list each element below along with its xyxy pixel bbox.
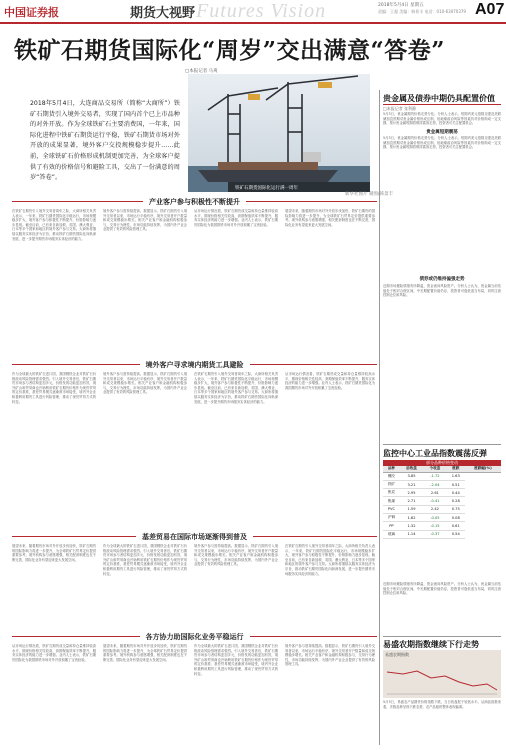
table-row bbox=[383, 514, 501, 522]
article-column: 展望未来，随着期货市场对外开放步伐加快，铁矿石期货的国际影响力将进一步提升，为全球铁矿石贸易定价提供重要参考。境外机构参与意愿增强，相关配套制度也在不断完善，国际化业务有望迎来更大发展空间。 bbox=[103, 644, 187, 662]
table-cell: 焦煤 bbox=[383, 497, 400, 505]
table-header: 涨跌 bbox=[447, 466, 465, 472]
table-cell: -2.04 bbox=[423, 480, 446, 488]
article-column: 从市场运行情况看，铁矿石期货成交量和持仓量维持较高水平，期现价格相关性较高，套期保值效率不断提升，服务实体经济的能力进一步增强。业内人士表示，铁矿石期货国际化为我国期货市场对外开放积累了宝贵经验。 bbox=[285, 372, 375, 390]
divider bbox=[383, 104, 501, 105]
table-cell: 沪铜 bbox=[383, 514, 400, 522]
table-cell: 0.75 bbox=[447, 505, 465, 513]
table-row bbox=[383, 505, 501, 513]
section-title-en: Futures Vision bbox=[196, 0, 327, 22]
table-cell: 0.61 bbox=[447, 522, 465, 530]
price-table bbox=[383, 460, 501, 539]
article-column: 从市场运行情况看，铁矿石期货成交量和持仓量维持较高水平，期现价格相关性较高，套期保值效率不断提升，服务实体经济的能力进一步增强。业内人士表示，铁矿石期货国际化为我国期货市场对外开放积累了宝贵经验。 bbox=[12, 644, 96, 662]
table-cell: PP bbox=[383, 522, 400, 530]
table-cell: 3.85 bbox=[400, 472, 423, 480]
table-cell: PVC bbox=[383, 505, 400, 513]
table-cell: 铁矿 bbox=[383, 480, 400, 488]
article-column: 展望未来，随着期货市场对外开放步伐加快，铁矿石期货的国际影响力将进一步提升，为全球铁矿石贸易定价提供重要参考。境外机构参与意愿增强，相关配套制度也在不断完善，国际化业务有望迎来更大发展空间。 bbox=[12, 544, 96, 562]
main-headline: 铁矿石期货国际化“周岁”交出满意“答卷” bbox=[14, 37, 445, 64]
article-column: 展望未来，随着期货市场对外开放步伐加快，铁矿石期货的国际影响力将进一步提升，为全球铁矿石贸易定价提供重要参考。境外机构参与意愿增强，相关配套制度也在不断完善，国际化业务有望迎来更大发展空间。 bbox=[285, 209, 375, 227]
table-cell: 0.54 bbox=[447, 530, 465, 538]
editor-line: 责编：王超 美编：韩景丰 电话：010-63070379 bbox=[378, 9, 466, 14]
table-cell: -1.72 bbox=[423, 472, 446, 480]
table-cell: -0.37 bbox=[423, 530, 446, 538]
table-cell: 2.61 bbox=[423, 489, 446, 497]
divider bbox=[383, 444, 501, 445]
article-column: 境外客户参与度持续提高。数据显示，铁矿石期货引入境外交易者以来，市场运行平稳有序，境外交易者开户数量和成交规模稳步增长。相关产业客户和金融机构积极参与，交易行为理性，市场功能持续发挥，为国内外产业企业提供了有效的风险管理工具。 bbox=[194, 544, 278, 567]
subheading: 债券或仍维持偏强走势 bbox=[419, 277, 465, 282]
table-cell: 2.71 bbox=[400, 497, 423, 505]
article-text: 5月3日，易盛农产品期货价格指数下跌，当日收盘报于较低水平。从商品指数来看，多数品种呈现下跌态势，农产品板块整体表现偏弱。 bbox=[383, 700, 501, 709]
newspaper-logo: 中国证券报 bbox=[4, 6, 59, 19]
table-row bbox=[383, 489, 501, 497]
table-cell: 2.42 bbox=[423, 505, 446, 513]
article-column: 在铁矿石期货引入境外交易者周年之际，大商所相关负责人表示，一年来，铁矿石期货国际化平稳运行，市场规模稳步扩大，境外客户参与积极性不断提升，价格影响力逐步显现。截至目前，已有来自新加坡、英国、澳大利亚、日本等多个国家和地区的境外客户参与交易。大商所将继续以服务实体经济为宗旨，推动铁矿石期货国际化向纵深发展，进一步提升期货市场服务实体经济的能力。 bbox=[12, 209, 96, 241]
article-text: 5月3日，贵金属期货价格走势分化。分析人士表示，短期内美元指数走强及美联储加息预期对贵金属价格形成压制，但地缘政治风险等因素仍对价格构成一定支撑，预计贵金属短期将维持震荡走势，投资者可关注配置机会。 bbox=[383, 136, 501, 150]
article-column: 作为全球最大的铁矿石进口国，我国钢铁企业对铁矿石价格波动风险管理需求强烈。引入境外交易者后，铁矿石期货市场参与者结构更加多元，价格发现功能更加有效，境外矿山和贸易商也开始利用铁矿石期货价格作为现货贸易的定价基准，基差贸易模式逐渐被市场接受，境内外企业积极利用期货工具进行风险管理，推动了现货贸易方式的转变。 bbox=[12, 372, 96, 404]
table-cell: 1.62 bbox=[400, 514, 423, 522]
lead-paragraph: 2018年5月4日，大连商品交易所（简称“大商所”）铁矿石期货引入境外交易者，实现了国内首个已上市品种的对外开放。作为全球铁矿石主要消费国，一年来，国际化进程中铁矿石期货运行平稳，铁矿石期货市场对外开放的成果显著，境外客户交投规模稳步提升……此前，全球铁矿石价格形成机制更加完善，为全球客户提供了有效的价格信号和避险工具，交出了一份满意的周岁“答卷”。 bbox=[30, 100, 180, 182]
section-heading-4: 各方协力助国际化业务平稳运行 bbox=[140, 633, 250, 641]
right-headline-1: 贵金属及债券中期仍具配置价值 bbox=[383, 94, 495, 103]
table-cell: 0.08 bbox=[447, 514, 465, 522]
table-header: 前收盘 bbox=[400, 466, 423, 472]
issue-date: 2018年5月4日 星期五 bbox=[378, 3, 424, 8]
right-headline-3: 易盛农期指数继续下行走势 bbox=[383, 640, 479, 649]
table-cell: 2.95 bbox=[400, 489, 423, 497]
table-row bbox=[383, 522, 501, 530]
table-cell: 0.44 bbox=[447, 489, 465, 497]
article-column: 在铁矿石期货引入境外交易者周年之际，大商所相关负责人表示，一年来，铁矿石期货国际化平稳运行，市场规模稳步扩大，境外客户参与积极性不断提升，价格影响力逐步显现。截至目前，已有来自新加坡、英国、澳大利亚、日本等多个国家和地区的境外客户参与交易。大商所将继续以服务实体经济为宗旨，推动铁矿石期货国际化向纵深发展，进一步提升期货市场服务实体经济的能力。 bbox=[194, 372, 278, 404]
port-cranes-photo bbox=[188, 74, 370, 192]
article-text: 5月3日，贵金属期货价格走势分化。分析人士表示，短期内美元指数走强及美联储加息预期对贵金属价格形成压制，但地缘政治风险等因素仍对价格构成一定支撑，预计贵金属短期将维持震荡走势，投资者可关注配置机会。 bbox=[383, 112, 501, 126]
page-number: A07 bbox=[475, 1, 505, 18]
article-column: 在铁矿石期货引入境外交易者周年之际，大商所相关负责人表示，一年来，铁矿石期货国际化平稳运行，市场规模稳步扩大，境外客户参与积极性不断提升，价格影响力逐步显现。截至目前，已有来自新加坡、英国、澳大利亚、日本等多个国家和地区的境外客户参与交易。大商所将继续以服务实体经济为宗旨，推动铁矿石期货国际化向纵深发展，进一步提升期货市场服务实体经济的能力。 bbox=[285, 544, 375, 576]
article-text: 近期市场避险情绪有所降温，资金流向风险资产。分析人士认为，贵金属当前估值处于相对合理区间，中长期配置价值仍存，投资者可逢低适当布局，同时注意控制仓位和风险。 bbox=[383, 582, 501, 596]
photo-caption: 铁矿石期货国际化运行满一周年 bbox=[235, 186, 298, 191]
article-column: 从市场运行情况看，铁矿石期货成交量和持仓量维持较高水平，期现价格相关性较高，套期保值效率不断提升，服务实体经济的能力进一步增强。业内人士表示，铁矿石期货国际化为我国期货市场对外开放积累了宝贵经验。 bbox=[194, 209, 278, 227]
table-row bbox=[383, 497, 501, 505]
chart-title: 易盛农期指数 bbox=[385, 652, 409, 657]
byline: □本报记者 马爽 bbox=[185, 69, 218, 74]
article-column: 境外客户参与度持续提高。数据显示，铁矿石期货引入境外交易者以来，市场运行平稳有序，境外交易者开户数量和成交规模稳步增长。相关产业客户和金融机构积极参与，交易行为理性，市场功能持续发挥，为国内外产业企业提供了有效的风险管理工具。 bbox=[103, 372, 187, 395]
photo-credit: 新华社图片 制图/韩景丰 bbox=[345, 192, 393, 197]
table-row bbox=[383, 480, 501, 488]
subheading: 贵金属短期震荡 bbox=[426, 130, 458, 135]
table-cell: -0.41 bbox=[423, 497, 446, 505]
article-column: 作为全球最大的铁矿石进口国，我国钢铁企业对铁矿石价格波动风险管理需求强烈。引入境外交易者后，铁矿石期货市场参与者结构更加多元，价格发现功能更加有效，境外矿山和贸易商也开始利用铁矿石期货价格作为现货贸易的定价基准，基差贸易模式逐渐被市场接受，境内外企业积极利用期货工具进行风险管理，推动了现货贸易方式的转变。 bbox=[103, 544, 187, 576]
table-header: 今收盘 bbox=[423, 466, 446, 472]
table-cell: 焦炭 bbox=[383, 489, 400, 497]
section-heading-1: 产业客户参与积极性不断提升 bbox=[143, 198, 246, 206]
table-cell: 玻璃 bbox=[383, 530, 400, 538]
section-heading-3: 基差贸易在国际市场逐渐得到普及 bbox=[136, 533, 253, 541]
table-cell: -0.15 bbox=[423, 522, 446, 530]
section-heading-2: 境外客户寻求境内期货工具避险 bbox=[140, 361, 250, 369]
table-cell: 0.51 bbox=[447, 480, 465, 488]
article-column: 作为全球最大的铁矿石进口国，我国钢铁企业对铁矿石价格波动风险管理需求强烈。引入境外交易者后，铁矿石期货市场参与者结构更加多元，价格发现功能更加有效，境外矿山和贸易商也开始利用铁矿石期货价格作为现货贸易的定价基准，基差贸易模式逐渐被市场接受，境内外企业积极利用期货工具进行风险管理，推动了现货贸易方式的转变。 bbox=[194, 644, 278, 676]
article-column: 境外客户参与度持续提高。数据显示，铁矿石期货引入境外交易者以来，市场运行平稳有序，境外交易者开户数量和成交规模稳步增长。相关产业客户和金融机构积极参与，交易行为理性，市场功能持续发挥，为国内外产业企业提供了有效的风险管理工具。 bbox=[103, 209, 187, 232]
table-cell: -0.05 bbox=[423, 514, 446, 522]
table-header: 品种 bbox=[383, 466, 400, 472]
byline: □本报记者 张利静 bbox=[383, 106, 417, 111]
column-divider bbox=[379, 90, 380, 745]
table-cell: 螺纹 bbox=[383, 472, 400, 480]
divider bbox=[383, 636, 501, 637]
index-chart-image bbox=[383, 650, 501, 698]
table-cell: 1.59 bbox=[400, 505, 423, 513]
right-headline-2: 监控中心工业品指数震荡反弹 bbox=[383, 449, 487, 458]
table-cell: 3.21 bbox=[400, 480, 423, 488]
article-text: 近期市场避险情绪有所降温，资金流向风险资产。分析人士认为，贵金属当前估值处于相对合理区间，中长期配置价值仍存，投资者可逢低适当布局，同时注意控制仓位和风险。 bbox=[383, 284, 501, 298]
table-header: 涨跌幅(%) bbox=[465, 466, 501, 472]
table-cell: 1.63 bbox=[447, 472, 465, 480]
table-row bbox=[383, 530, 501, 538]
table-cell: 1.32 bbox=[400, 522, 423, 530]
table-cell: 1.14 bbox=[400, 530, 423, 538]
article-column: 境外客户参与度持续提高。数据显示，铁矿石期货引入境外交易者以来，市场运行平稳有序，境外交易者开户数量和成交规模稳步增长。相关产业客户和金融机构积极参与，交易行为理性，市场功能持续发挥，为国内外产业企业提供了有效的风险管理工具。 bbox=[285, 644, 375, 667]
table-row bbox=[383, 472, 501, 480]
section-title: 期货大视野 bbox=[130, 6, 196, 21]
table-title: 部分品种价格变动 bbox=[383, 460, 501, 466]
table-cell: 0.28 bbox=[447, 497, 465, 505]
